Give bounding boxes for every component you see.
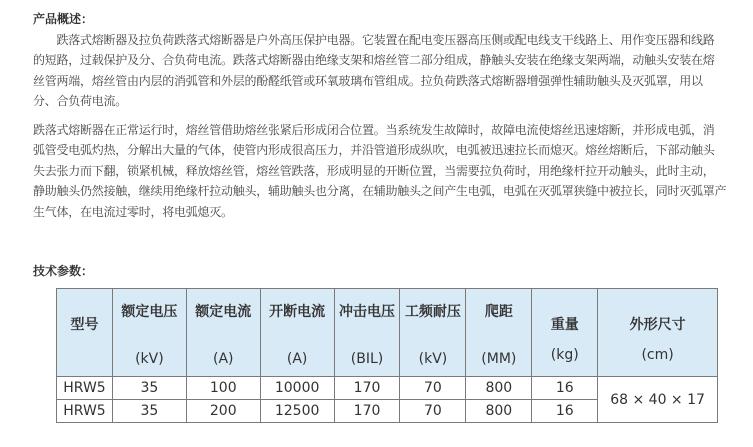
paragraph-line: 失去张力而下翻，锁紧机械，释放熔丝管，熔丝管跌落，形成明显的开断位置，当需要拉负荷时，用绝缘杆拉开动触头，此时主动， — [33, 163, 715, 178]
header-title: 工频耐压 — [404, 304, 461, 320]
header-unit: (kg) — [550, 347, 579, 363]
header-dimensions — [598, 289, 718, 377]
cell-rated-current: 100 — [186, 377, 260, 400]
cell-model: HRW5 — [57, 400, 113, 423]
cell-model: HRW5 — [57, 377, 113, 400]
header-unit: (A) — [212, 351, 234, 367]
header-unit: (BIL) — [350, 351, 384, 367]
cell-dimensions: 68 × 40 × 17 — [598, 377, 718, 423]
table-header-row — [57, 289, 718, 377]
spec-table — [56, 288, 718, 423]
cell-weight: 16 — [532, 377, 598, 400]
cell-power-frequency-voltage: 70 — [400, 377, 466, 400]
cell-power-frequency-voltage: 70 — [400, 400, 466, 423]
cell-rated-voltage: 35 — [112, 400, 186, 423]
header-unit: (kV) — [135, 351, 164, 367]
header-model — [57, 289, 113, 377]
header-rated-voltage — [112, 289, 186, 377]
cell-creepage-distance: 800 — [466, 400, 532, 423]
header-title: 冲击电压 — [339, 304, 396, 320]
paragraph-line: 跌落式熔断器在正常运行时，熔丝管借助熔丝张紧后形成闭合位置。当系统发生故障时，故障电流使熔丝迅速熔断，并形成电弧，消 — [33, 123, 715, 137]
paragraph-line: 分、合负荷电流。 — [33, 94, 128, 109]
paragraph-line: 生气体，在电流过零时，将电弧熄灭。 — [33, 204, 233, 219]
header-title: 重量 — [550, 317, 579, 333]
header-title: 型号 — [70, 317, 99, 333]
params-heading: 技术参数： — [33, 264, 94, 278]
header-title: 爬距 — [484, 304, 513, 320]
paragraph-line: 跌落式熔断器及拉负荷跌落式熔断器是户外高压保护电器。它装置在配电变压器高压侧或配电线支干线路上、用作变压器和线路 — [33, 33, 715, 47]
cell-rated-current: 200 — [186, 400, 260, 423]
overview-paragraph-2 — [33, 120, 733, 222]
header-title: 外形尺寸 — [629, 317, 686, 333]
overview-paragraph-1 — [33, 30, 733, 112]
paragraph-line: 弧管受电弧灼热，分解出大量的气体，使管内形成很高压力，并沿管道形成纵吹，电弧被迅速拉长而熄灭。熔丝熔断后，下部动触头 — [33, 143, 715, 158]
header-unit: (MM) — [481, 351, 517, 367]
cell-impulse-voltage: 170 — [334, 377, 400, 400]
cell-breaking-current: 12500 — [260, 400, 334, 423]
header-title: 开断电流 — [269, 304, 326, 320]
paragraph-line: 丝管两端，熔丝管由内层的消弧管和外层的酚醛纸管或环氧玻璃布管组成。拉负荷跌落式熔断器增强弹性辅助触头及灭弧罩，用以 — [33, 73, 703, 88]
header-breaking-current — [260, 289, 334, 377]
cell-rated-voltage: 35 — [112, 377, 186, 400]
header-power-frequency-voltage — [400, 289, 466, 377]
header-creepage-distance — [466, 289, 532, 377]
header-title: 额定电流 — [195, 304, 252, 320]
cell-weight: 16 — [532, 400, 598, 423]
header-unit: (cm) — [641, 347, 674, 363]
paragraph-line: 的短路，过载保护及分、合负荷电流。跌落式熔断器由绝缘支架和熔丝管二部分组成，静触头安装在绝缘支架两端，动触头安装在熔 — [33, 53, 715, 68]
paragraph-line: 静助触头仍然接触，继续用绝缘杆拉动触头，辅助触头也分离，在辅助触头之间产生电弧，电弧在灭弧罩狭缝中被拉长，同时灭弧罩产 — [33, 184, 727, 199]
cell-creepage-distance: 800 — [466, 377, 532, 400]
overview-heading: 产品概述： — [33, 12, 94, 26]
header-unit: (kV) — [418, 351, 448, 367]
header-rated-current — [186, 289, 260, 377]
header-title: 额定电压 — [121, 304, 178, 320]
header-weight — [532, 289, 598, 377]
table-row — [57, 377, 718, 400]
header-unit: (A) — [286, 351, 308, 367]
cell-breaking-current: 10000 — [260, 377, 334, 400]
header-impulse-voltage — [334, 289, 400, 377]
cell-impulse-voltage: 170 — [334, 400, 400, 423]
